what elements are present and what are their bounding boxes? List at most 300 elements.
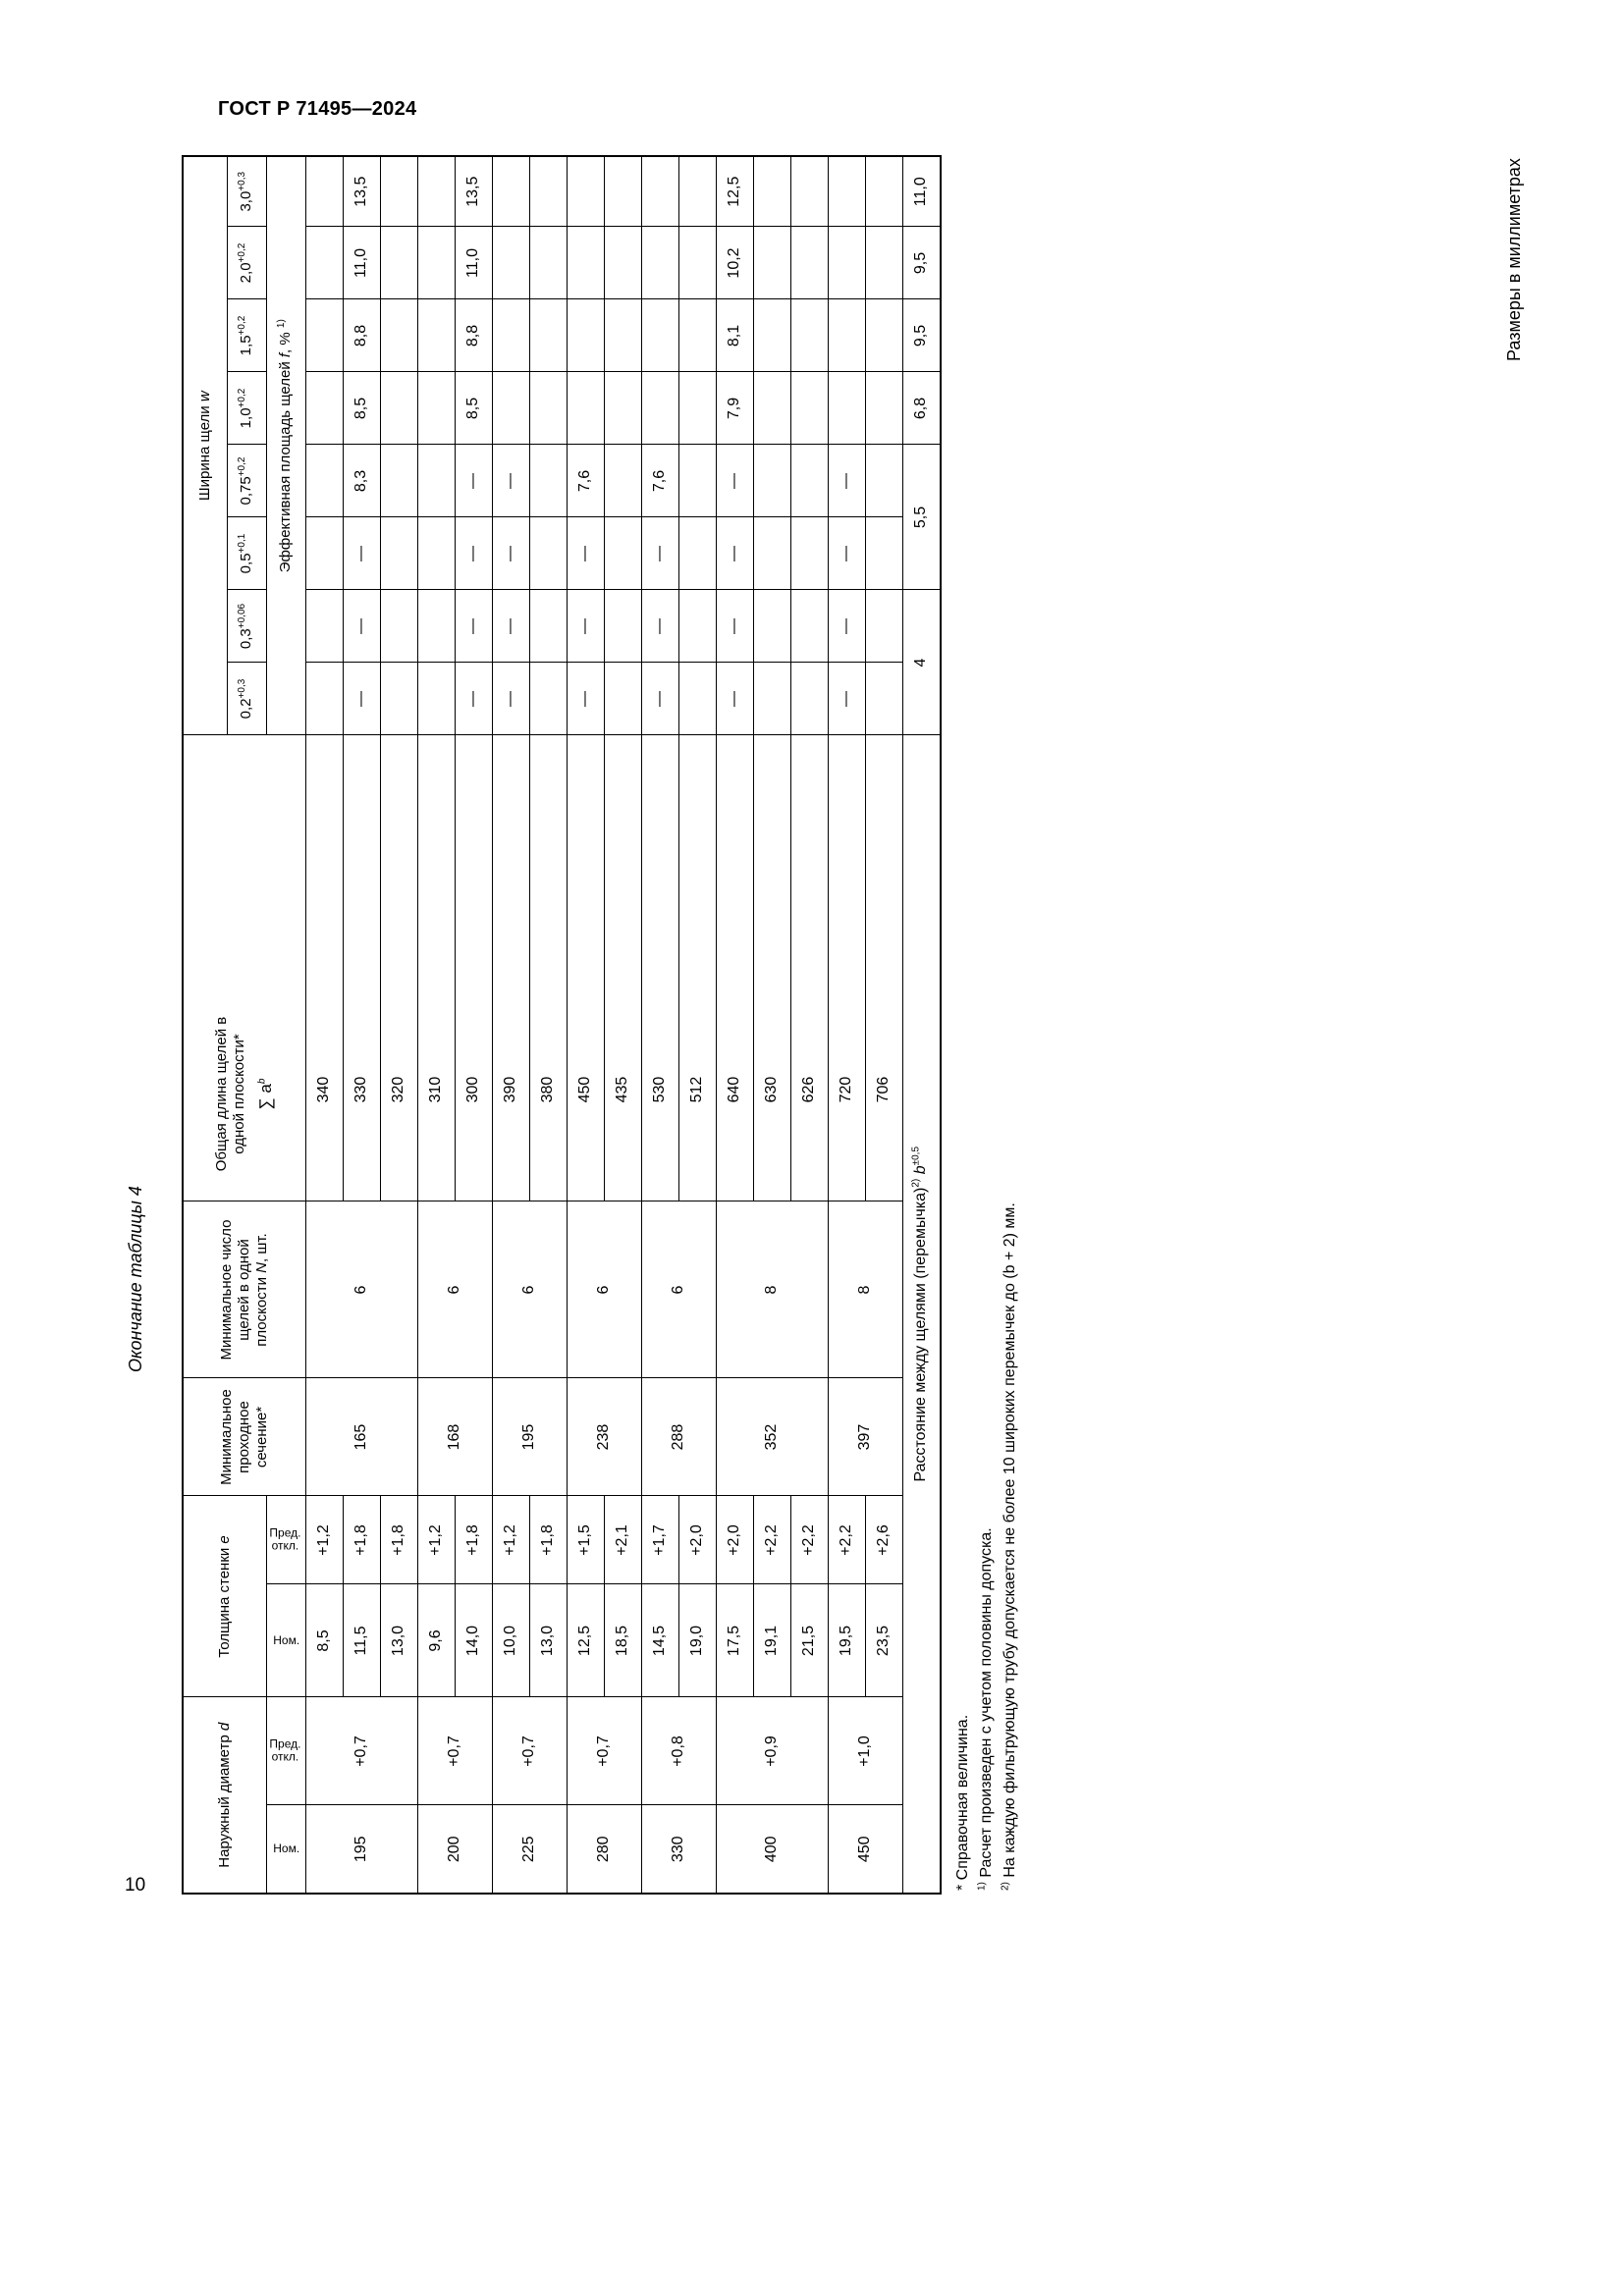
footnote-2 — [1001, 815, 1020, 1891]
wall-nominal-value: 19,0 — [678, 1584, 716, 1697]
slot-area-value — [678, 299, 716, 372]
total-slot-length-value: 300 — [455, 735, 492, 1201]
footnote-marker: 1) — [976, 1882, 988, 1891]
width-col-base: 3,0 — [238, 190, 255, 212]
diameter-tolerance-value: +0,9 — [716, 1697, 828, 1805]
web-spacing-value: 5,5 — [902, 445, 941, 590]
web-spacing-value: 11,0 — [902, 156, 941, 227]
subheader-diameter-tolerance — [266, 1697, 305, 1805]
slot-area-value: — — [567, 517, 604, 590]
slot-area-value — [604, 590, 641, 663]
slot-area-value — [604, 156, 641, 227]
slot-area-value: — — [567, 663, 604, 735]
slot-area-value — [417, 299, 455, 372]
min-slot-count-value: 6 — [305, 1201, 417, 1378]
slot-area-value: — — [641, 517, 678, 590]
slot-area-value — [753, 156, 790, 227]
slot-area-value — [380, 517, 417, 590]
wall-nominal-value: 18,5 — [604, 1584, 641, 1697]
slot-area-value — [567, 227, 604, 299]
width-col-sup: +0,2 — [237, 315, 248, 336]
wall-tolerance-value: +1,8 — [455, 1496, 492, 1584]
slot-area-value — [790, 227, 828, 299]
units-note: Размеры в миллиметрах — [1504, 158, 1524, 361]
slot-area-value — [417, 445, 455, 517]
header-slot-width-text: Ширина щели — [195, 401, 213, 502]
slot-area-value — [678, 445, 716, 517]
web-spacing-var-tolerance: ±0,5 — [910, 1146, 922, 1166]
width-col-base: 1,5 — [238, 335, 255, 356]
slot-area-value: 8,1 — [716, 299, 753, 372]
slot-area-value — [790, 372, 828, 445]
slot-area-value — [753, 590, 790, 663]
wall-nominal-value: 23,5 — [865, 1584, 902, 1697]
total-slot-length-value: 630 — [753, 735, 790, 1201]
header-effective-area — [266, 156, 305, 735]
header-min-slot-count-suffix: , шт. — [252, 1233, 270, 1263]
web-spacing-var: b — [912, 1165, 929, 1179]
footnotes — [953, 815, 1020, 1895]
slot-area-value — [380, 663, 417, 735]
slot-area-value — [380, 445, 417, 517]
slot-area-value — [604, 517, 641, 590]
diameter-tolerance-value: +0,7 — [492, 1697, 567, 1805]
total-slot-length-value: 340 — [305, 735, 343, 1201]
slot-area-value — [492, 227, 529, 299]
header-wall-thickness — [183, 1496, 266, 1697]
table-row — [790, 156, 828, 1894]
wall-tolerance-value: +1,2 — [305, 1496, 343, 1584]
slot-area-value — [641, 227, 678, 299]
slot-area-value — [678, 590, 716, 663]
header-min-slot-count — [183, 1201, 305, 1378]
width-col-sup: +0,1 — [237, 533, 248, 554]
slot-area-value: — — [716, 445, 753, 517]
min-slot-count-value: 6 — [492, 1201, 567, 1378]
slot-area-value: 11,0 — [343, 227, 380, 299]
slot-area-value — [678, 517, 716, 590]
diameter-tolerance-value: +0,7 — [417, 1697, 492, 1805]
slot-area-value — [865, 299, 902, 372]
sum-formula — [256, 996, 276, 1193]
slot-area-value — [678, 227, 716, 299]
min-section-value: 165 — [305, 1378, 417, 1496]
slot-area-value: — — [828, 663, 865, 735]
total-slot-length-value: 320 — [380, 735, 417, 1201]
table-body — [305, 156, 902, 1894]
slot-area-value — [753, 517, 790, 590]
slot-area-value — [865, 517, 902, 590]
slot-area-value: — — [343, 517, 380, 590]
wall-nominal-value: 9,6 — [417, 1584, 455, 1697]
web-spacing-label — [902, 735, 941, 1894]
diameter-nominal-value: 280 — [567, 1805, 641, 1894]
min-section-value: 397 — [828, 1378, 902, 1496]
slot-area-value: — — [492, 517, 529, 590]
table-rotated-content — [182, 157, 1024, 1895]
slot-area-value: — — [828, 517, 865, 590]
slot-area-value — [753, 227, 790, 299]
slot-area-value — [828, 299, 865, 372]
width-col-sup: +0,06 — [237, 603, 248, 629]
slot-area-value: 7,9 — [716, 372, 753, 445]
table-row — [641, 156, 678, 1894]
slot-area-value — [604, 227, 641, 299]
width-col-header — [227, 663, 266, 735]
slot-area-value — [753, 372, 790, 445]
web-spacing-value: 9,5 — [902, 299, 941, 372]
slot-area-value — [305, 299, 343, 372]
slot-area-value — [790, 663, 828, 735]
slot-area-value — [865, 445, 902, 517]
slot-area-value: — — [828, 445, 865, 517]
slot-area-value — [567, 156, 604, 227]
slot-area-value: 12,5 — [716, 156, 753, 227]
slot-area-value: — — [641, 590, 678, 663]
slot-area-value — [380, 590, 417, 663]
width-col-header — [227, 227, 266, 299]
table-row — [865, 156, 902, 1894]
table-4 — [182, 155, 942, 1895]
width-col-header — [227, 517, 266, 590]
header-total-slot-length-text: Общая длина щелей в одной плоскости* — [212, 1016, 247, 1172]
header-slot-width-var: w — [195, 391, 213, 402]
total-slot-length-value: 380 — [529, 735, 567, 1201]
wall-nominal-value: 13,0 — [380, 1584, 417, 1697]
header-wall-thickness-text: Толщина стенки — [215, 1543, 233, 1658]
slot-area-value — [305, 372, 343, 445]
wall-tolerance-value: +1,7 — [641, 1496, 678, 1584]
subheader-diameter-nominal — [266, 1805, 305, 1894]
web-spacing-value: 9,5 — [902, 227, 941, 299]
slot-area-value — [567, 299, 604, 372]
slot-area-value — [604, 372, 641, 445]
slot-area-value — [305, 227, 343, 299]
wall-nominal-value: 10,0 — [492, 1584, 529, 1697]
slot-area-value: — — [455, 445, 492, 517]
min-section-value: 238 — [567, 1378, 641, 1496]
sum-formula-base: ∑ a — [255, 1084, 275, 1110]
header-slot-width-group — [183, 156, 227, 735]
wall-nominal-value: 14,0 — [455, 1584, 492, 1697]
header-effective-area-footref: 1) — [276, 319, 288, 329]
slot-area-value: — — [716, 517, 753, 590]
min-section-value: 168 — [417, 1378, 492, 1496]
web-spacing-label-text: Расстояние между щелями (перемычка) — [912, 1187, 929, 1482]
slot-area-value — [678, 372, 716, 445]
slot-area-value: — — [492, 445, 529, 517]
footnote-text: На каждую фильтрующую трубу допускается не более 10 широких перемычек до (b + 2) мм. — [1001, 1202, 1018, 1883]
diameter-tolerance-value: +0,7 — [567, 1697, 641, 1805]
wall-tolerance-value: +1,5 — [567, 1496, 604, 1584]
slot-area-value — [305, 663, 343, 735]
slot-area-value: — — [716, 590, 753, 663]
subheader-tolerance-label: Пред. откл. — [269, 1525, 301, 1553]
min-section-value: 352 — [716, 1378, 828, 1496]
header-total-slot-length — [183, 735, 305, 1201]
slot-area-value — [417, 517, 455, 590]
table-row — [380, 156, 417, 1894]
width-col-base: 0,5 — [238, 553, 255, 574]
wall-nominal-value: 17,5 — [716, 1584, 753, 1697]
slot-area-value: — — [343, 663, 380, 735]
web-spacing-value: 4 — [902, 590, 941, 735]
subheader-wall-nominal — [266, 1584, 305, 1697]
wall-tolerance-value: +2,1 — [604, 1496, 641, 1584]
slot-area-value: 8,5 — [455, 372, 492, 445]
width-col-header — [227, 445, 266, 517]
slot-area-value — [380, 299, 417, 372]
slot-area-value — [865, 372, 902, 445]
table-row — [828, 156, 865, 1894]
width-col-sup: +0,2 — [237, 242, 248, 263]
total-slot-length-value: 330 — [343, 735, 380, 1201]
min-section-value: 195 — [492, 1378, 567, 1496]
width-col-base: 2,0 — [238, 262, 255, 284]
width-col-base: 0,2 — [238, 698, 255, 720]
slot-area-value — [529, 517, 567, 590]
slot-area-value — [865, 227, 902, 299]
wall-tolerance-value: +1,8 — [343, 1496, 380, 1584]
table-row — [567, 156, 604, 1894]
slot-area-value: 13,5 — [343, 156, 380, 227]
total-slot-length-value: 450 — [567, 735, 604, 1201]
width-col-base: 0,75 — [238, 476, 255, 506]
diameter-nominal-value: 330 — [641, 1805, 716, 1894]
header-effective-area-var: f — [277, 352, 295, 358]
page-number: 10 — [125, 1875, 146, 1896]
min-slot-count-value: 6 — [417, 1201, 492, 1378]
diameter-nominal-value: 200 — [417, 1805, 492, 1894]
total-slot-length-value: 626 — [790, 735, 828, 1201]
slot-area-value — [604, 299, 641, 372]
slot-area-value — [529, 227, 567, 299]
header-outer-diameter-var: d — [215, 1722, 233, 1732]
footnote-marker: * — [953, 1884, 971, 1891]
header-total-slot-length-block — [213, 996, 276, 1193]
sum-formula-sup: b — [256, 1078, 268, 1085]
wall-tolerance-value: +1,2 — [492, 1496, 529, 1584]
width-col-base: 0,3 — [238, 628, 255, 650]
slot-area-value — [678, 156, 716, 227]
slot-area-value — [790, 517, 828, 590]
slot-area-value: 11,0 — [455, 227, 492, 299]
diameter-tolerance-value: +1,0 — [828, 1697, 902, 1805]
table-row — [678, 156, 716, 1894]
slot-area-value — [380, 156, 417, 227]
subheader-wall-tolerance — [266, 1496, 305, 1584]
slot-area-value — [529, 663, 567, 735]
wall-nominal-value: 21,5 — [790, 1584, 828, 1697]
subheader-tolerance-label: Пред. откл. — [269, 1736, 301, 1764]
slot-area-value: 7,6 — [567, 445, 604, 517]
wall-nominal-value: 8,5 — [305, 1584, 343, 1697]
slot-area-value — [641, 299, 678, 372]
slot-area-value — [529, 590, 567, 663]
slot-area-value: 8,5 — [343, 372, 380, 445]
table-row — [716, 156, 753, 1894]
slot-area-value — [865, 663, 902, 735]
width-col-sup: +0,3 — [237, 171, 248, 191]
slot-area-value: 8,3 — [343, 445, 380, 517]
slot-area-value — [529, 445, 567, 517]
slot-area-value — [865, 590, 902, 663]
slot-area-value — [790, 590, 828, 663]
slot-area-value: — — [828, 590, 865, 663]
diameter-tolerance-value: +0,7 — [305, 1697, 417, 1805]
slot-area-value — [417, 590, 455, 663]
slot-area-value — [417, 156, 455, 227]
slot-area-value: 10,2 — [716, 227, 753, 299]
rotated-table-area — [182, 157, 1018, 1895]
wall-tolerance-value: +2,0 — [678, 1496, 716, 1584]
slot-area-value: 7,6 — [641, 445, 678, 517]
slot-area-value — [529, 372, 567, 445]
slot-area-value — [678, 663, 716, 735]
slot-area-value: — — [343, 590, 380, 663]
slot-area-value — [492, 156, 529, 227]
width-col-header — [227, 156, 266, 227]
slot-area-value — [305, 445, 343, 517]
footnote-text: Справочная величина. — [953, 1714, 971, 1885]
total-slot-length-value: 435 — [604, 735, 641, 1201]
header-row-main — [183, 156, 227, 1894]
header-min-slot-count-var: N — [252, 1262, 270, 1273]
wall-nominal-value: 14,5 — [641, 1584, 678, 1697]
slot-area-value — [753, 445, 790, 517]
table-row — [455, 156, 492, 1894]
total-slot-length-value: 530 — [641, 735, 678, 1201]
total-slot-length-value: 310 — [417, 735, 455, 1201]
min-slot-count-value: 8 — [828, 1201, 902, 1378]
slot-area-value — [380, 372, 417, 445]
width-col-sup: +0,2 — [237, 456, 248, 477]
subheader-nominal-label: Ном. — [273, 1632, 300, 1647]
table-row — [305, 156, 343, 1894]
slot-area-value: — — [455, 517, 492, 590]
slot-area-value — [828, 156, 865, 227]
slot-area-value: 8,8 — [455, 299, 492, 372]
footnote-marker: 2) — [1000, 1882, 1011, 1891]
slot-area-value — [753, 663, 790, 735]
width-col-header — [227, 590, 266, 663]
slot-area-value — [828, 372, 865, 445]
slot-area-value — [641, 372, 678, 445]
slot-area-value: — — [492, 590, 529, 663]
slot-area-value — [790, 445, 828, 517]
min-slot-count-value: 6 — [641, 1201, 716, 1378]
header-wall-thickness-var: e — [215, 1535, 233, 1544]
table-row — [492, 156, 529, 1894]
slot-area-value — [380, 227, 417, 299]
document-code: ГОСТ Р 71495—2024 — [218, 98, 417, 120]
slot-area-value: 13,5 — [455, 156, 492, 227]
wall-tolerance-value: +2,2 — [828, 1496, 865, 1584]
wall-nominal-value: 12,5 — [567, 1584, 604, 1697]
wall-nominal-value: 11,5 — [343, 1584, 380, 1697]
table-caption: Окончание таблицы 4 — [126, 1186, 145, 1372]
slot-area-value: — — [455, 590, 492, 663]
slot-area-value — [604, 663, 641, 735]
slot-area-value — [305, 590, 343, 663]
header-effective-area-text: Эффективная площадь щелей — [277, 357, 295, 573]
width-col-sup: +0,3 — [237, 678, 248, 699]
slot-area-value — [417, 372, 455, 445]
slot-area-value — [604, 445, 641, 517]
slot-area-value — [417, 227, 455, 299]
min-slot-count-value: 6 — [567, 1201, 641, 1378]
total-slot-length-value: 390 — [492, 735, 529, 1201]
wall-nominal-value: 19,1 — [753, 1584, 790, 1697]
diameter-nominal-value: 195 — [305, 1805, 417, 1894]
header-outer-diameter — [183, 1697, 266, 1894]
min-slot-count-value: 8 — [716, 1201, 828, 1378]
slot-area-value: — — [492, 663, 529, 735]
footnote-reference — [953, 815, 973, 1891]
diameter-nominal-value: 400 — [716, 1805, 828, 1894]
width-col-header — [227, 372, 266, 445]
width-col-sup: +0,2 — [237, 388, 248, 408]
slot-area-value — [567, 372, 604, 445]
diameter-nominal-value: 225 — [492, 1805, 567, 1894]
diameter-nominal-value: 450 — [828, 1805, 902, 1894]
slot-area-value — [753, 299, 790, 372]
wall-nominal-value: 13,0 — [529, 1584, 567, 1697]
slot-area-value — [790, 299, 828, 372]
web-spacing-value: 6,8 — [902, 372, 941, 445]
wall-tolerance-value: +1,2 — [417, 1496, 455, 1584]
slot-area-value: — — [716, 663, 753, 735]
total-slot-length-value: 512 — [678, 735, 716, 1201]
wall-tolerance-value: +2,2 — [790, 1496, 828, 1584]
wall-tolerance-value: +2,0 — [716, 1496, 753, 1584]
table-row — [417, 156, 455, 1894]
wall-tolerance-value: +2,6 — [865, 1496, 902, 1584]
slot-area-value — [529, 299, 567, 372]
total-slot-length-value: 720 — [828, 735, 865, 1201]
slot-area-value — [790, 156, 828, 227]
slot-area-value — [828, 227, 865, 299]
slot-area-value: 8,8 — [343, 299, 380, 372]
slot-area-value — [641, 156, 678, 227]
table-row — [604, 156, 641, 1894]
table-row — [753, 156, 790, 1894]
table-row — [529, 156, 567, 1894]
header-outer-diameter-text: Наружный диаметр — [215, 1731, 233, 1868]
min-section-value: 288 — [641, 1378, 716, 1496]
diameter-tolerance-value: +0,8 — [641, 1697, 716, 1805]
total-slot-length-value: 640 — [716, 735, 753, 1201]
slot-area-value — [305, 156, 343, 227]
web-spacing-row — [902, 156, 941, 1894]
slot-area-value — [865, 156, 902, 227]
header-min-section: Минимальное проходное сечение* — [183, 1378, 305, 1496]
slot-area-value — [492, 372, 529, 445]
subheader-nominal-label: Ном. — [273, 1842, 300, 1856]
wall-tolerance-value: +1,8 — [380, 1496, 417, 1584]
slot-area-value: — — [455, 663, 492, 735]
slot-area-value: — — [641, 663, 678, 735]
footnote-text: Расчет произведен с учетом половины допуска. — [977, 1527, 995, 1883]
header-effective-area-suffix: , % — [277, 328, 295, 353]
width-col-base: 1,0 — [238, 407, 255, 429]
header-min-slot-count-text: Минимальное число щелей в одной плоскости — [218, 1219, 270, 1361]
wall-nominal-value: 19,5 — [828, 1584, 865, 1697]
slot-area-value: — — [567, 590, 604, 663]
total-slot-length-value: 706 — [865, 735, 902, 1201]
table-row — [343, 156, 380, 1894]
slot-area-value — [305, 517, 343, 590]
